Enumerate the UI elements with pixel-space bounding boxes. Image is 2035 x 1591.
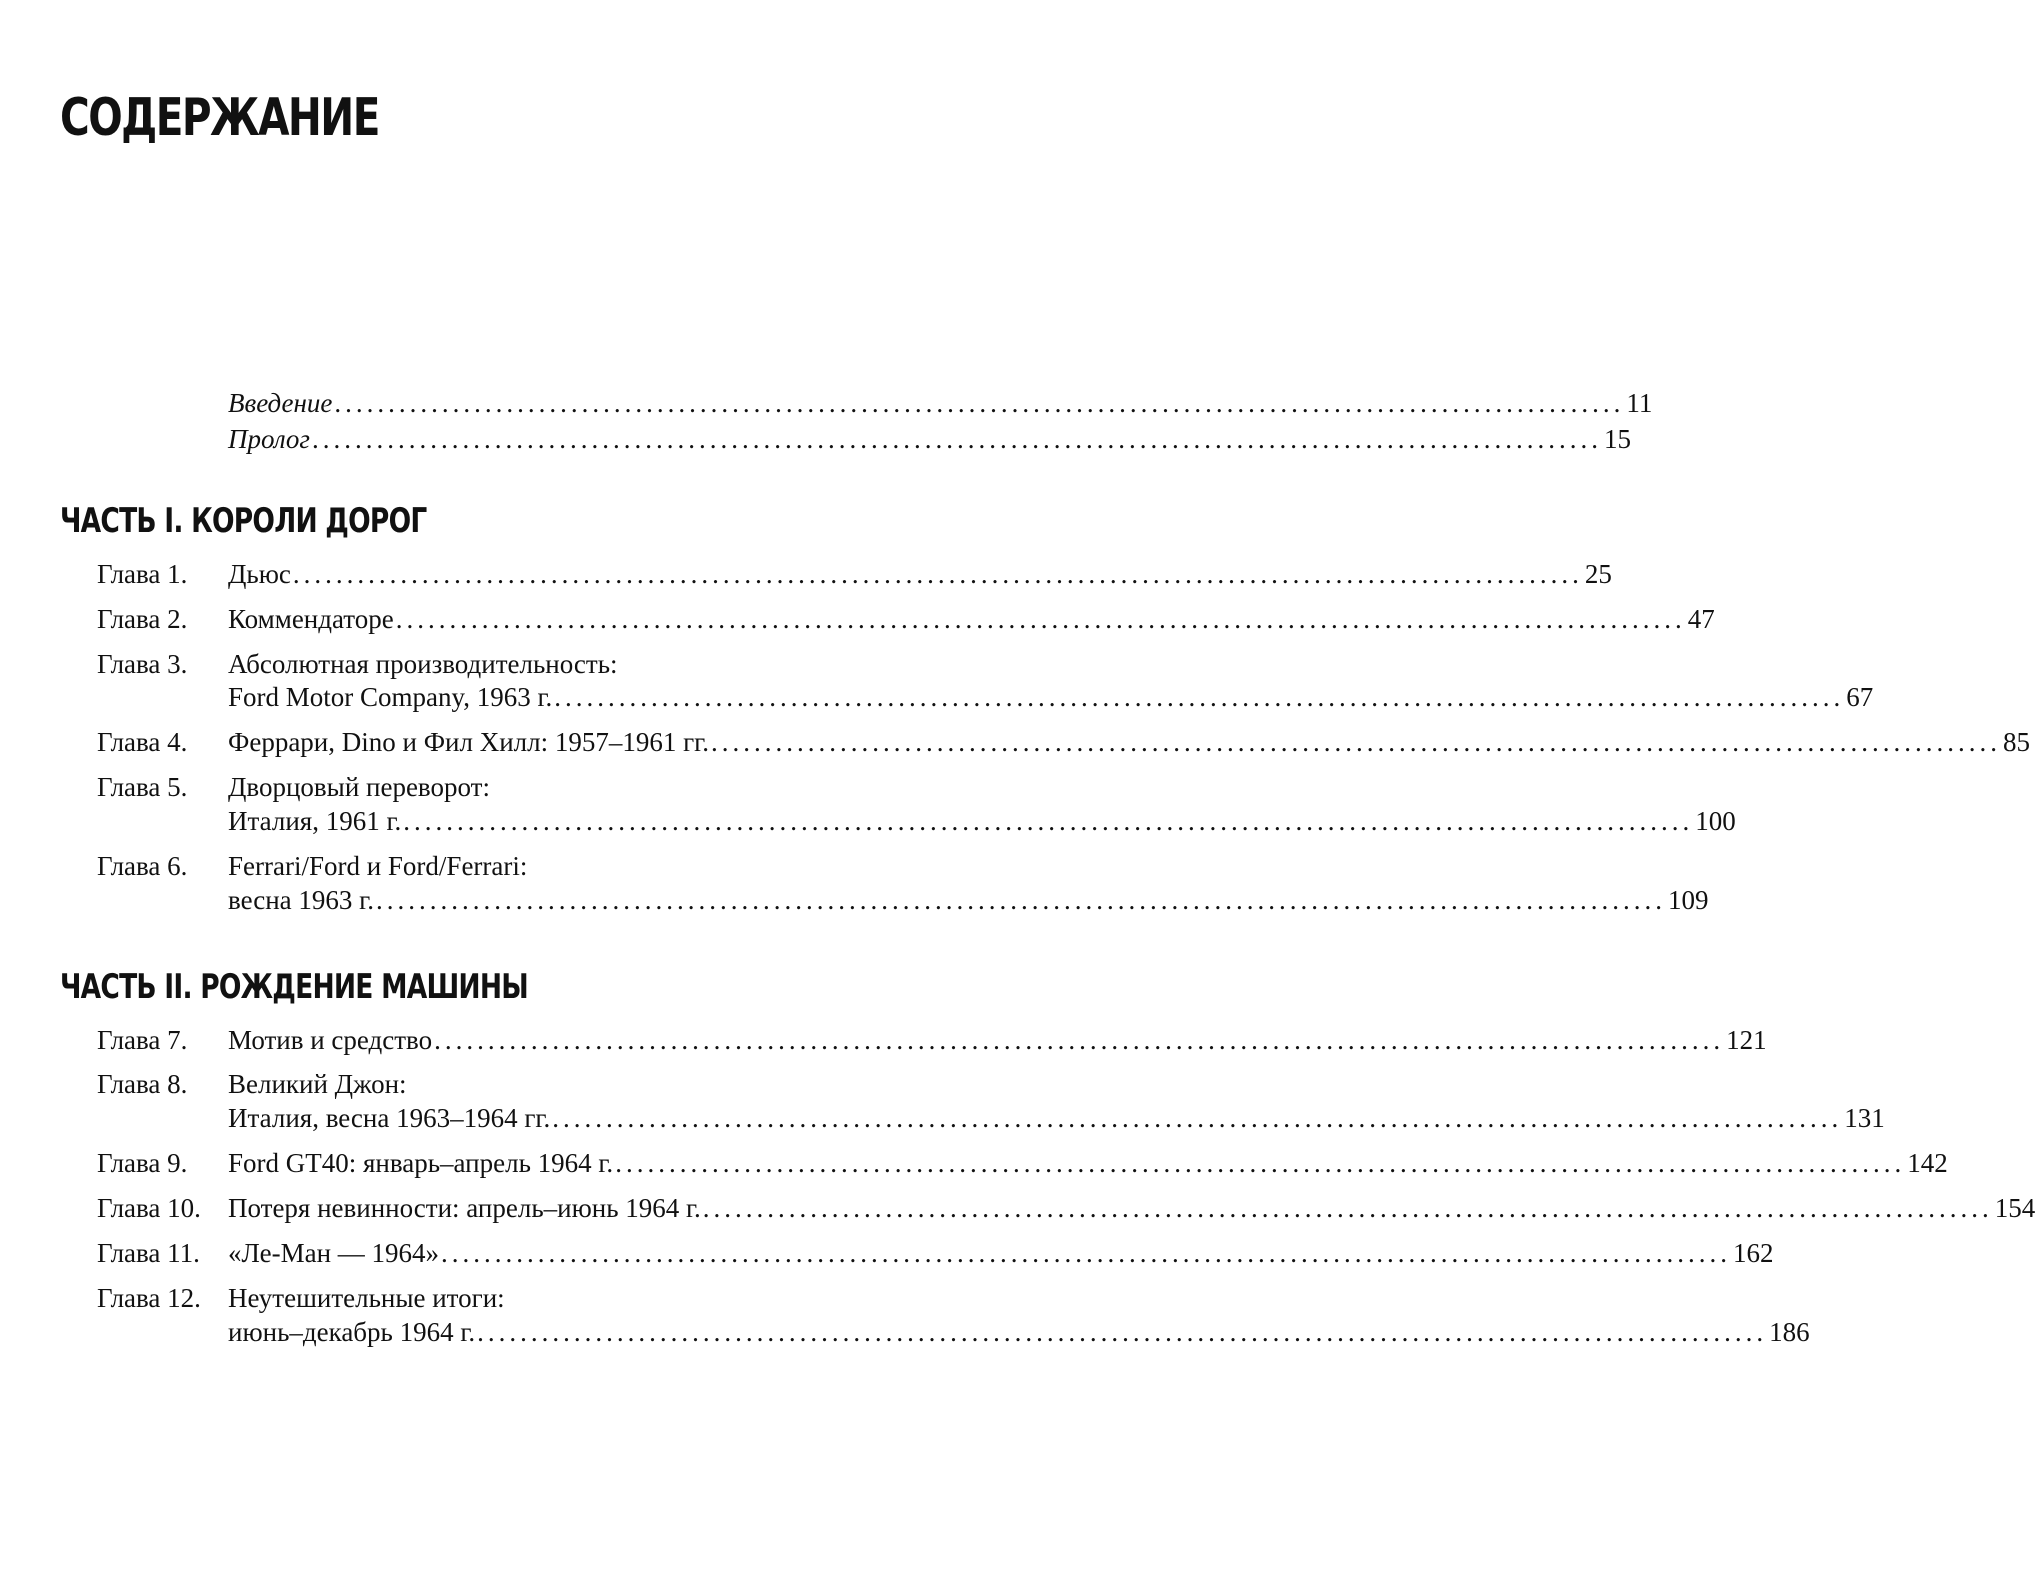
page-number: 25 — [1584, 559, 1612, 589]
chapter-title-line: Великий Джон: — [228, 1069, 407, 1099]
page-number: 109 — [1667, 885, 1709, 915]
page-number: 162 — [1733, 1238, 1774, 1268]
page-title: СОДЕРЖАНИЕ — [60, 88, 379, 148]
dot-leader: ........................................................................................................................ — [702, 1193, 1993, 1223]
page-number: 15 — [1603, 424, 1631, 454]
chapter-label: Глава 7. — [97, 1025, 188, 1055]
dot-leader: ........................................................................................................................ — [395, 604, 1686, 634]
dot-leader: ........................................................................................................................ — [710, 727, 2001, 757]
dot-leader: ........................................................................................................................ — [477, 1317, 1768, 1347]
chapter-title: Мотив и средство — [228, 1025, 433, 1055]
page-number: 142 — [1907, 1148, 1948, 1178]
dot-leader: ........................................................................................................................ — [554, 682, 1845, 712]
chapter-title: весна 1963 г. — [228, 885, 374, 915]
chapter-title-line: Дворцовый переворот: — [228, 772, 490, 802]
page-number: 154 — [1994, 1193, 2035, 1223]
chapter-label: Глава 5. — [97, 772, 188, 802]
chapter-title: Потеря невинности: апрель–июнь 1964 г. — [228, 1193, 701, 1223]
part-heading: ЧАСТЬ I. КОРОЛИ ДОРОГ — [60, 501, 427, 541]
dot-leader: ........................................................................................................................ — [615, 1148, 1906, 1178]
part-heading: ЧАСТЬ II. РОЖДЕНИЕ МАШИНЫ — [60, 967, 528, 1007]
page-number: 47 — [1687, 604, 1715, 634]
chapter-title: июнь–декабрь 1964 г. — [228, 1317, 476, 1347]
dot-leader: ........................................................................................................................ — [403, 806, 1694, 836]
chapter-title: Ford GT40: январь–апрель 1964 г. — [228, 1148, 614, 1178]
chapter-label: Глава 8. — [97, 1069, 188, 1099]
entry-title: Пролог — [228, 424, 310, 454]
page-number: 85 — [2002, 727, 2030, 757]
page-number: 67 — [1846, 682, 1874, 712]
page-number: 121 — [1726, 1025, 1767, 1055]
chapter-title: «Ле-Ман — 1964» — [228, 1238, 440, 1268]
chapter-title: Дьюс — [228, 559, 291, 589]
page-number: 186 — [1769, 1317, 1810, 1347]
chapter-label: Глава 9. — [97, 1148, 188, 1178]
chapter-title: Италия, 1961 г. — [228, 806, 402, 836]
page-number: 131 — [1844, 1103, 1885, 1133]
dot-leader: ........................................................................................................................ — [552, 1103, 1843, 1133]
chapter-title-line: Абсолютная производительность: — [228, 649, 618, 679]
chapter-label: Глава 12. — [97, 1283, 201, 1313]
dot-leader: ........................................................................................................................ — [292, 559, 1583, 589]
chapter-title: Феррари, Dino и Фил Хилл: 1957–1961 гг. — [228, 727, 709, 757]
chapter-label: Глава 2. — [97, 604, 188, 634]
chapter-title-line: Ferrari/Ford и Ford/Ferrari: — [228, 851, 528, 881]
page-number: 100 — [1695, 806, 1736, 836]
entry-title: Введение — [228, 388, 333, 418]
dot-leader: ........................................................................................................................ — [441, 1238, 1732, 1268]
dot-leader: ........................................................................................................................ — [434, 1025, 1725, 1055]
dot-leader: ........................................................................................................................ — [311, 424, 1602, 454]
chapter-label: Глава 4. — [97, 727, 188, 757]
chapter-title: Италия, весна 1963–1964 гг. — [228, 1103, 551, 1133]
chapter-label: Глава 6. — [97, 851, 188, 881]
chapter-label: Глава 11. — [97, 1238, 200, 1268]
chapter-label: Глава 1. — [97, 559, 188, 589]
dot-leader: ........................................................................................................................ — [375, 885, 1666, 915]
chapter-label: Глава 3. — [97, 649, 188, 679]
dot-leader: ........................................................................................................................ — [334, 388, 1625, 418]
chapter-title-line: Неутешительные итоги: — [228, 1283, 505, 1313]
chapter-title: Ford Motor Company, 1963 г. — [228, 682, 553, 712]
page-number: 11 — [1626, 388, 1653, 418]
chapter-title: Коммендаторе — [228, 604, 394, 634]
chapter-label: Глава 10. — [97, 1193, 201, 1223]
